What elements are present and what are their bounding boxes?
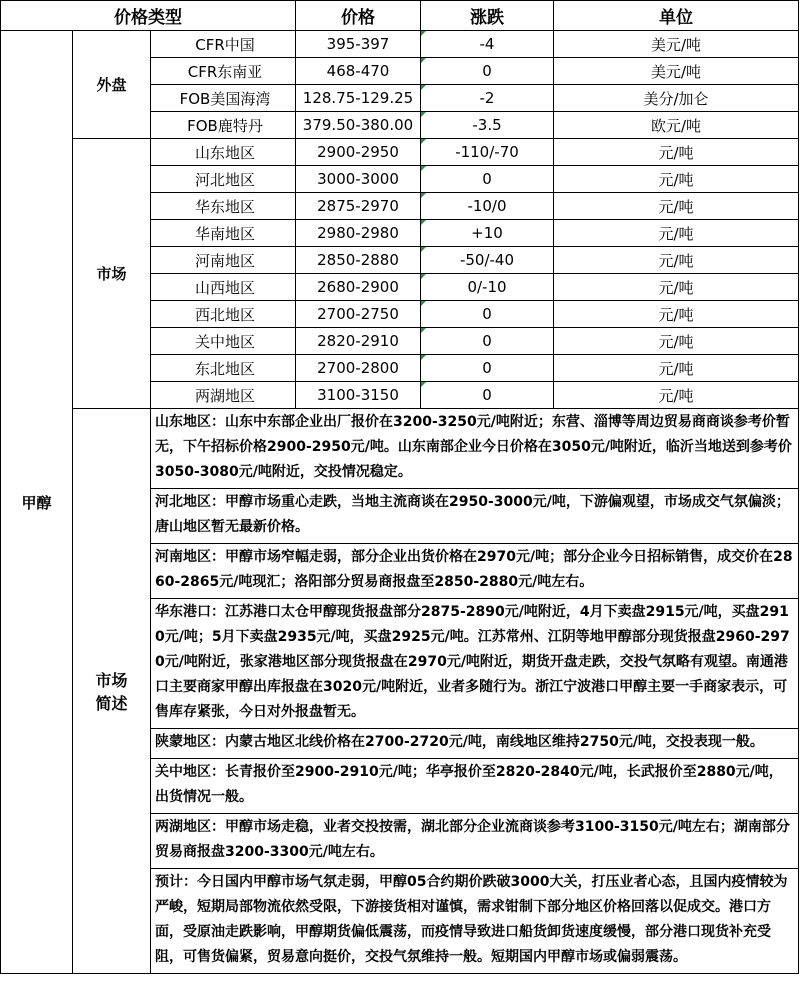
change-cell: -50/-40 bbox=[421, 247, 554, 274]
price-cell: 2900-2950 bbox=[296, 139, 421, 166]
change-cell: 0 bbox=[421, 328, 554, 355]
header-change: 涨跌 bbox=[421, 1, 554, 31]
section-summary-line2: 简述 bbox=[95, 694, 128, 713]
unit-cell: 元/吨 bbox=[554, 166, 799, 193]
region-name: 西北地区 bbox=[151, 301, 296, 328]
price-cell: 2980-2980 bbox=[296, 220, 421, 247]
summary-shandong: 山东地区：山东中东部企业出厂报价在3200-3250元/吨附近；东营、淄博等周边贸易商商谈参考价暂无，下午招标价格2900-2950元/吨。山东南部企业今日价格在3050元/吨附近，临沂当地送到参考价3050-3080元/吨附近，交投情况稳定。 bbox=[151, 409, 799, 489]
change-cell: -2 bbox=[421, 85, 554, 112]
summary-row bbox=[1, 409, 799, 489]
unit-cell: 美分/加仑 bbox=[554, 85, 799, 112]
unit-cell: 元/吨 bbox=[554, 382, 799, 409]
price-cell: 468-470 bbox=[296, 58, 421, 85]
change-cell: 0 bbox=[421, 355, 554, 382]
region-name: 关中地区 bbox=[151, 328, 296, 355]
price-cell: 2700-2800 bbox=[296, 355, 421, 382]
region-name: 华东地区 bbox=[151, 193, 296, 220]
region-name: 山东地区 bbox=[151, 139, 296, 166]
region-name: FOB鹿特丹 bbox=[151, 112, 296, 139]
header-unit: 单位 bbox=[554, 1, 799, 31]
unit-cell: 欧元/吨 bbox=[554, 112, 799, 139]
section-summary-line1: 市场 bbox=[95, 671, 128, 690]
change-cell: -3.5 bbox=[421, 112, 554, 139]
change-cell: -10/0 bbox=[421, 193, 554, 220]
change-cell: 0/-10 bbox=[421, 274, 554, 301]
change-cell: 0 bbox=[421, 166, 554, 193]
price-cell: 379.50-380.00 bbox=[296, 112, 421, 139]
price-cell: 128.75-129.25 bbox=[296, 85, 421, 112]
region-name: 山西地区 bbox=[151, 274, 296, 301]
table-row bbox=[1, 139, 799, 166]
summary-east-china-port: 华东港口：江苏港口太仓甲醇现货报盘部分2875-2890元/吨附近，4月下卖盘2915元/吨，买盘2910元/吨；5月下卖盘2935元/吨，买盘2925元/吨。江苏常州、江阴等地甲醇部分现货报盘2960-2970元/吨附近，张家港地区部分现货报盘在2970元/吨附近，期货开盘走跌，交投气氛略有观望。南通港口主要商家甲醇出库报盘在3020元/吨附近，业者多随行为。浙江宁波港口甲醇主要一手商家表示，可售库存紧张，今日对外报盘暂无。 bbox=[151, 599, 799, 729]
region-name: CFR东南亚 bbox=[151, 58, 296, 85]
price-cell: 3000-3000 bbox=[296, 166, 421, 193]
unit-cell: 美元/吨 bbox=[554, 58, 799, 85]
price-cell: 2680-2900 bbox=[296, 274, 421, 301]
summary-henan: 河南地区：甲醇市场窄幅走弱，部分企业出货价格在2970元/吨；部分企业今日招标销售，成交价在2860-2865元/吨现汇；洛阳部分贸易商报盘至2850-2880元/吨左右。 bbox=[151, 544, 799, 599]
price-cell: 3100-3150 bbox=[296, 382, 421, 409]
table-row bbox=[1, 31, 799, 58]
unit-cell: 元/吨 bbox=[554, 301, 799, 328]
change-cell: +10 bbox=[421, 220, 554, 247]
change-cell: 0 bbox=[421, 382, 554, 409]
section-market: 市场 bbox=[73, 139, 151, 409]
region-name: 河南地区 bbox=[151, 247, 296, 274]
header-price: 价格 bbox=[296, 1, 421, 31]
price-cell: 2820-2910 bbox=[296, 328, 421, 355]
change-cell: 0 bbox=[421, 58, 554, 85]
region-name: CFR中国 bbox=[151, 31, 296, 58]
product-label: 甲醇 bbox=[1, 31, 73, 974]
unit-cell: 元/吨 bbox=[554, 355, 799, 382]
change-cell: -4 bbox=[421, 31, 554, 58]
price-cell: 2850-2880 bbox=[296, 247, 421, 274]
region-name: 河北地区 bbox=[151, 166, 296, 193]
header-price-type: 价格类型 bbox=[1, 1, 296, 31]
section-summary bbox=[73, 409, 151, 974]
section-overseas: 外盘 bbox=[73, 31, 151, 139]
summary-forecast: 预计：今日国内甲醇市场气氛走弱，甲醇05合约期价跌破3000大关，打压业者心态，且国内疫情较为严峻，短期局部物流依然受限，下游接货相对谨慎，需求钳制下部分地区价格回落以促成交。港口方面，受原油走跌影响，甲醇期货偏低震荡，而疫情导致进口船货卸货速度缓慢，部分港口现货补充受阻，可售货偏紧，贸易意向挺价，交投气氛维持一般。短期国内甲醇市场或偏弱震荡。 bbox=[151, 869, 799, 974]
unit-cell: 元/吨 bbox=[554, 328, 799, 355]
region-name: 华南地区 bbox=[151, 220, 296, 247]
summary-hebei: 河北地区：甲醇市场重心走跌，当地主流商谈在2950-3000元/吨，下游偏观望，市场成交气氛偏淡；唐山地区暂无最新价格。 bbox=[151, 489, 799, 544]
price-cell: 2875-2970 bbox=[296, 193, 421, 220]
unit-cell: 元/吨 bbox=[554, 193, 799, 220]
summary-shaanxi-inner-mongolia: 陕蒙地区：内蒙古地区北线价格在2700-2720元/吨，南线地区维持2750元/吨，交投表现一般。 bbox=[151, 729, 799, 759]
unit-cell: 元/吨 bbox=[554, 139, 799, 166]
unit-cell: 美元/吨 bbox=[554, 31, 799, 58]
change-cell: -110/-70 bbox=[421, 139, 554, 166]
summary-guanzhong: 关中地区：长青报价至2900-2910元/吨；华亭报价至2820-2840元/吨，长武报价至2880元/吨，出货情况一般。 bbox=[151, 759, 799, 814]
region-name: FOB美国海湾 bbox=[151, 85, 296, 112]
price-cell: 395-397 bbox=[296, 31, 421, 58]
header-row bbox=[1, 1, 799, 31]
price-cell: 2700-2750 bbox=[296, 301, 421, 328]
region-name: 两湖地区 bbox=[151, 382, 296, 409]
unit-cell: 元/吨 bbox=[554, 220, 799, 247]
unit-cell: 元/吨 bbox=[554, 247, 799, 274]
region-name: 东北地区 bbox=[151, 355, 296, 382]
change-cell: 0 bbox=[421, 301, 554, 328]
unit-cell: 元/吨 bbox=[554, 274, 799, 301]
summary-lianghu: 两湖地区：甲醇市场走稳，业者交投按需，湖北部分企业流商谈参考3100-3150元/吨左右；湖南部分贸易商报盘3200-3300元/吨左右。 bbox=[151, 814, 799, 869]
